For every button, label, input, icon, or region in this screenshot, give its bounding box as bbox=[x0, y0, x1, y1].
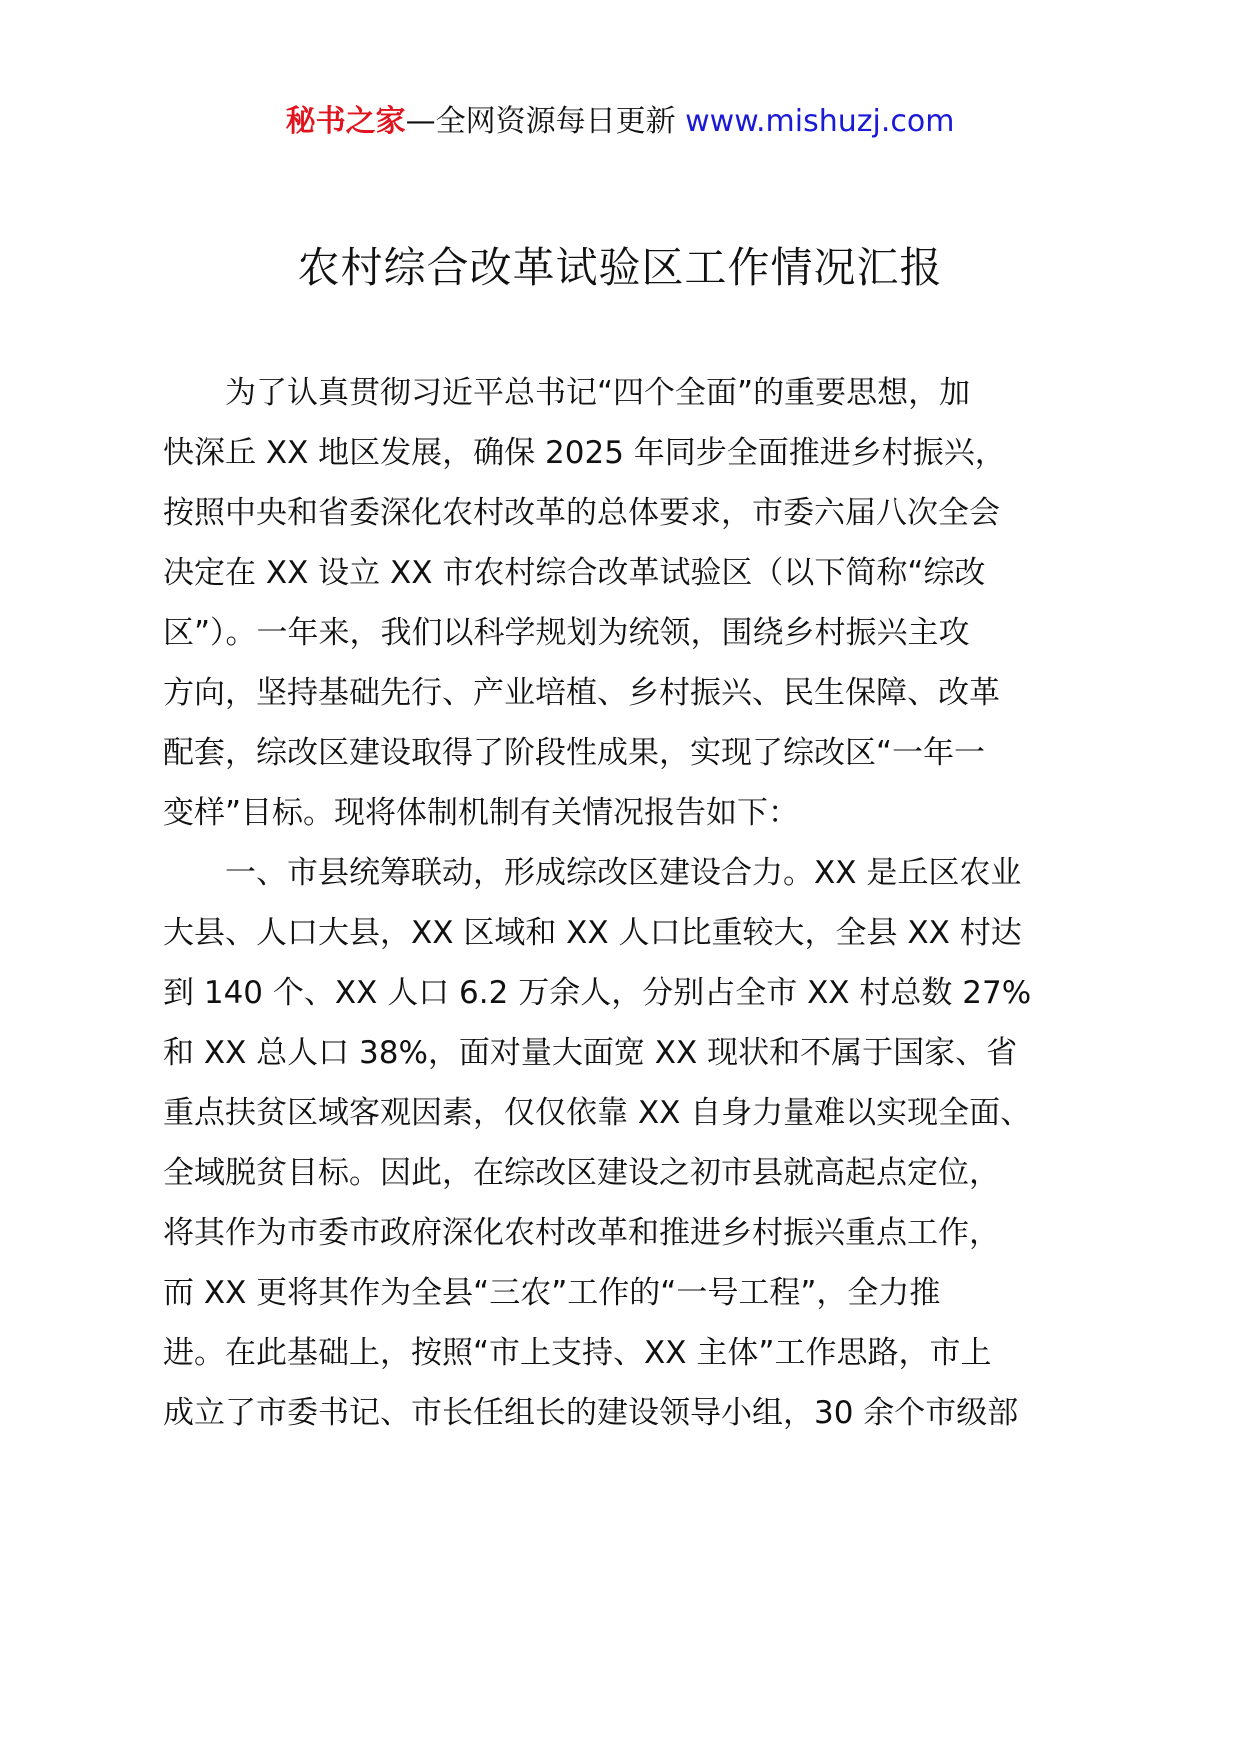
body-line: 重点扶贫区域客观因素，仅仅依靠 XX 自身力量难以实现全面、 bbox=[163, 1095, 1032, 1131]
body-line: 快深丘 XX 地区发展，确保 2025 年同步全面推进乡村振兴， bbox=[163, 435, 1006, 471]
site-url-link[interactable]: www.mishuzj.com bbox=[685, 104, 955, 139]
body-line: 为了认真贯彻习近平总书记“四个全面”的重要思想，加 bbox=[163, 375, 971, 411]
body-line: 配套，综改区建设取得了阶段性成果，实现了综改区“一年一 bbox=[163, 735, 986, 771]
body-line: 而 XX 更将其作为全县“三农”工作的“一号工程”，全力推 bbox=[163, 1275, 941, 1311]
body-line: 按照中央和省委深化农村改革的总体要求，市委六届八次全会 bbox=[163, 495, 1000, 531]
site-tagline: —全网资源每日更新 bbox=[405, 104, 676, 139]
body-line: 变样”目标。现将体制机制有关情况报告如下： bbox=[163, 795, 800, 831]
body-line: 到 140 个、XX 人口 6.2 万余人，分别占全市 XX 村总数 27% bbox=[163, 975, 1032, 1011]
body-line: 决定在 XX 设立 XX 市农村综合改革试验区（以下简称“综改 bbox=[163, 555, 986, 591]
document-body bbox=[163, 363, 1083, 1443]
body-line: 进。在此基础上，按照“市上支持、XX 主体”工作思路，市上 bbox=[163, 1335, 992, 1371]
body-line: 方向，坚持基础先行、产业培植、乡村振兴、民生保障、改革 bbox=[163, 675, 1000, 711]
body-line: 大县、人口大县，XX 区域和 XX 人口比重较大，全县 XX 村达 bbox=[163, 915, 1022, 951]
body-line: 将其作为市委市政府深化农村改革和推进乡村振兴重点工作， bbox=[163, 1215, 1000, 1251]
body-line: 一、市县统筹联动，形成综改区建设合力。XX 是丘区农业 bbox=[163, 855, 1022, 891]
body-line: 区”）。一年来，我们以科学规划为统领，围绕乡村振兴主攻 bbox=[163, 615, 970, 651]
site-header bbox=[0, 100, 1240, 144]
body-line: 和 XX 总人口 38%，面对量大面宽 XX 现状和不属于国家、省 bbox=[163, 1035, 1018, 1071]
body-line: 全域脱贫目标。因此，在综改区建设之初市县就高起点定位， bbox=[163, 1155, 1000, 1191]
site-brand: 秘书之家 bbox=[285, 104, 406, 139]
body-line: 成立了市委书记、市长任组长的建设领导小组，30 余个市级部 bbox=[163, 1395, 1019, 1431]
document-title: 农村综合改革试验区工作情况汇报 bbox=[297, 243, 943, 292]
